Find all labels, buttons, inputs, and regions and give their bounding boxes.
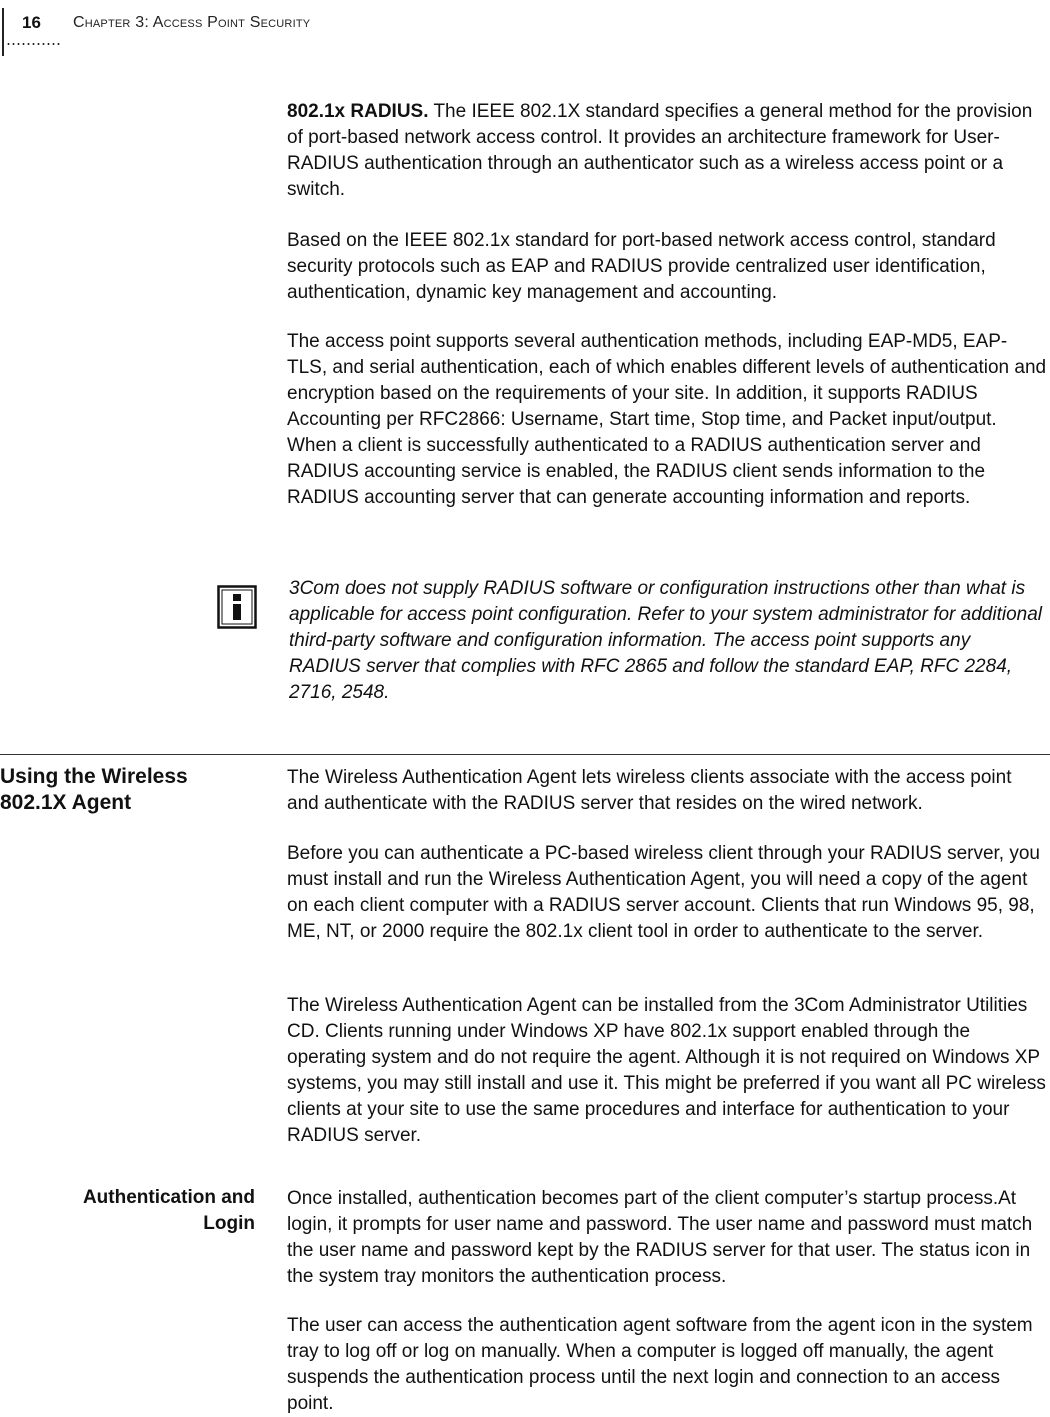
radius-paragraph-2: Based on the IEEE 802.1x standard for port-based network access control, standard security protocols such as EAP and RADIUS provide centralized user identification, authentication, dynamic key management and accounting. — [287, 230, 996, 303]
radius-paragraph-1 — [287, 99, 1047, 203]
info-icon — [217, 585, 257, 629]
running-head: Chapter 3: Access Point Security — [73, 14, 311, 31]
login-paragraph-1: Once installed, authentication becomes part of the client computer’s startup process.At login, it prompts for user name and password. The user name and password must match the user name and password kept by the RADIUS server for that user. The status icon in the system tray monitors the authentication process. — [287, 1188, 1033, 1287]
section-divider — [0, 754, 1050, 755]
radius-run-in-heading: 802.1x RADIUS. — [287, 101, 429, 122]
radius-paragraph-3: The access point supports several authentication methods, including EAP-MD5, EAP-TLS, and serial authentication, each of which enables different levels of authentication and encryption based on the requirements of your site. In addition, it supports RADIUS Accounting per RFC2866: Username, Start time, Stop time, and Packet input/output. When a client is successfully authenticated to a RADIUS authentication server and RADIUS accounting service is enabled, the RADIUS client sends information to the RADIUS accounting server that can generate accounting information and reports. — [287, 331, 1047, 508]
wireless-agent-paragraph-3: The Wireless Authentication Agent can be installed from the 3Com Administrator Utilities CD. Clients running under Windows XP have 802.1x support enabled through the operating system and do not require the agent. Although it is not required on Windows XP systems, you may still install and use it. This might be preferred if you want all PC wireless clients at your site to use the same procedures and interface for authentication to your RADIUS server. — [287, 995, 1046, 1146]
wireless-agent-paragraph-1: The Wireless Authentication Agent lets wireless clients associate with the access point and authenticate with the RADIUS server that resides on the wired network. — [287, 767, 1012, 814]
page-number: 16 — [22, 13, 41, 32]
wireless-agent-paragraph-2: Before you can authenticate a PC-based wireless client through your RADIUS server, you must install and run the Wireless Authentication Agent, you will need a copy of the agent on each client computer with a RADIUS server account. Clients that run Windows 95, 98, ME, NT, or 2000 require the 802.1x client tool in order to authenticate to the server. — [287, 843, 1040, 942]
login-paragraph-2: The user can access the authentication agent software from the agent icon in the system tray to log off or log on manually. When a computer is logged off manually, the agent suspends the authentication process until the next login and connection to an access point. — [287, 1315, 1033, 1414]
note-text: 3Com does not supply RADIUS software or configuration instructions other than what is applicable for access point configuration. Refer to your system administrator for additional third-party software and configuration information. The access point supports any RADIUS server that complies with RFC 2865 and follow the standard EAP, RFC 2284, 2716, 2548. — [289, 578, 1042, 703]
header-dotted-rule — [6, 43, 62, 45]
section-heading-authentication-login: Authentication and Login — [82, 1187, 255, 1234]
header-corner-rule — [2, 8, 4, 56]
radius-paragraph-1-text: The IEEE 802.1X standard specifies a general method for the provision of port-based network access control. It provides an architecture framework for User-RADIUS authentication through an authenticator such as a wireless access point or a switch. — [287, 101, 1033, 200]
section-heading-wireless-agent: Using the Wireless 802.1X Agent — [0, 765, 188, 814]
